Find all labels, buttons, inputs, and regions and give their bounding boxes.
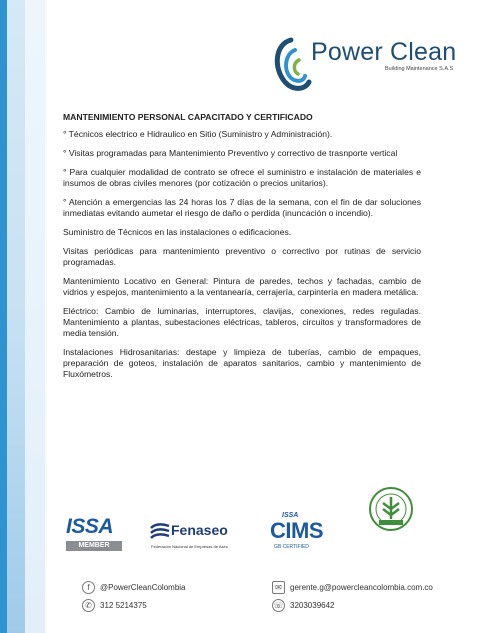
issa-mark: ISSA	[66, 515, 114, 538]
brand-name: Power Clean	[311, 38, 457, 66]
facebook-icon: f	[82, 581, 95, 594]
paragraph: ° Para cualquier modalidad de contrato se ofrece el suministro e instalación de materiales e insumos de obras civiles menores (por cotización o precios unitarios).	[63, 167, 421, 188]
phone-icon: ✆	[82, 599, 95, 612]
issa-label: MEMBER	[66, 541, 122, 551]
paragraph: ° Atención a emergencias las 24 horas los 7 días de la semana, con el fin de dar soluciones inmediatas evitando aumetar el riesgo de daño o perdida (inuncación o incendio).	[63, 197, 421, 218]
phone-number: 312 5214375	[100, 601, 147, 610]
side-stripe-medium	[7, 0, 25, 633]
email-icon: ✉	[272, 581, 285, 594]
paragraph: Suministro de Técnicos en las instalaciones o edificaciones.	[63, 227, 292, 237]
facebook-contact[interactable]	[82, 581, 186, 594]
brand-logo	[271, 36, 461, 96]
facebook-handle: @PowerCleanColombia	[100, 583, 186, 592]
services-section	[63, 112, 421, 388]
side-stripe-dark	[0, 0, 7, 633]
whatsapp-number: 3203039642	[290, 601, 335, 610]
side-stripe-light	[25, 0, 45, 633]
paragraph: Visitas periódicas para mantenimiento preventivo o correctivo por rutinas de servicio programadas.	[63, 246, 421, 267]
paragraph: ° Visitas programadas para Mantenimiento Preventivo y correctivo de trasnporte vertical	[63, 148, 398, 158]
email-contact[interactable]	[272, 581, 433, 594]
cims-label: GB CERTIFIED	[274, 544, 309, 550]
cims-top: ISSA	[282, 512, 299, 519]
whatsapp-contact[interactable]	[272, 599, 335, 612]
brand-tagline: Building Maintenance S.A.S	[385, 66, 454, 72]
cims-mark: CIMS	[270, 518, 323, 543]
paragraph: Mantenimiento Locativo en General: Pintura de paredes, techos y fachadas, cambio de vidrios y espejos, mantenimiento a la ventanearía, cerrajería, carpintería en madera metálica.	[63, 276, 421, 297]
issa-member-logo	[66, 515, 122, 551]
paragraph: Eléctrico: Cambio de luminarias, interruptores, clavijas, conexiones, redes reguladas. Mantenimiento a plantas, subestaciones eléctricas, tableros, circuitos y transformadores de media tensión.	[63, 306, 421, 338]
fenaseo-wave-icon	[149, 520, 171, 542]
whatsapp-icon: ☏	[273, 601, 284, 610]
email-address: gerente.g@powercleancolombia.com.co	[290, 583, 433, 592]
fenaseo-label: Federación Nacional de Empresas de Aseo	[151, 544, 228, 549]
paragraph: ° Técnicos electrico e Hidraulico en Sitio (Suministro y Administración).	[63, 129, 333, 139]
fenaseo-mark: Fenaseo	[171, 522, 228, 538]
paragraph: Instalaciones Hidrosanitarias: destape y limpieza de tuberías, cambio de empaques, preparación de goteos, instalación de aparatos sanitarios, cambio y mantenimiento de Fluxómetros.	[63, 347, 421, 379]
section-heading: MANTENIMIENTO PERSONAL CAPACITADO Y CERTIFICADO	[63, 112, 313, 122]
cims-certified-logo	[266, 512, 332, 552]
side-stripe-edge	[45, 0, 47, 633]
phone-contact[interactable]	[82, 599, 147, 612]
green-certification-seal-icon	[369, 487, 413, 531]
power-clean-logo-icon	[271, 36, 313, 94]
fenaseo-logo	[149, 516, 245, 552]
